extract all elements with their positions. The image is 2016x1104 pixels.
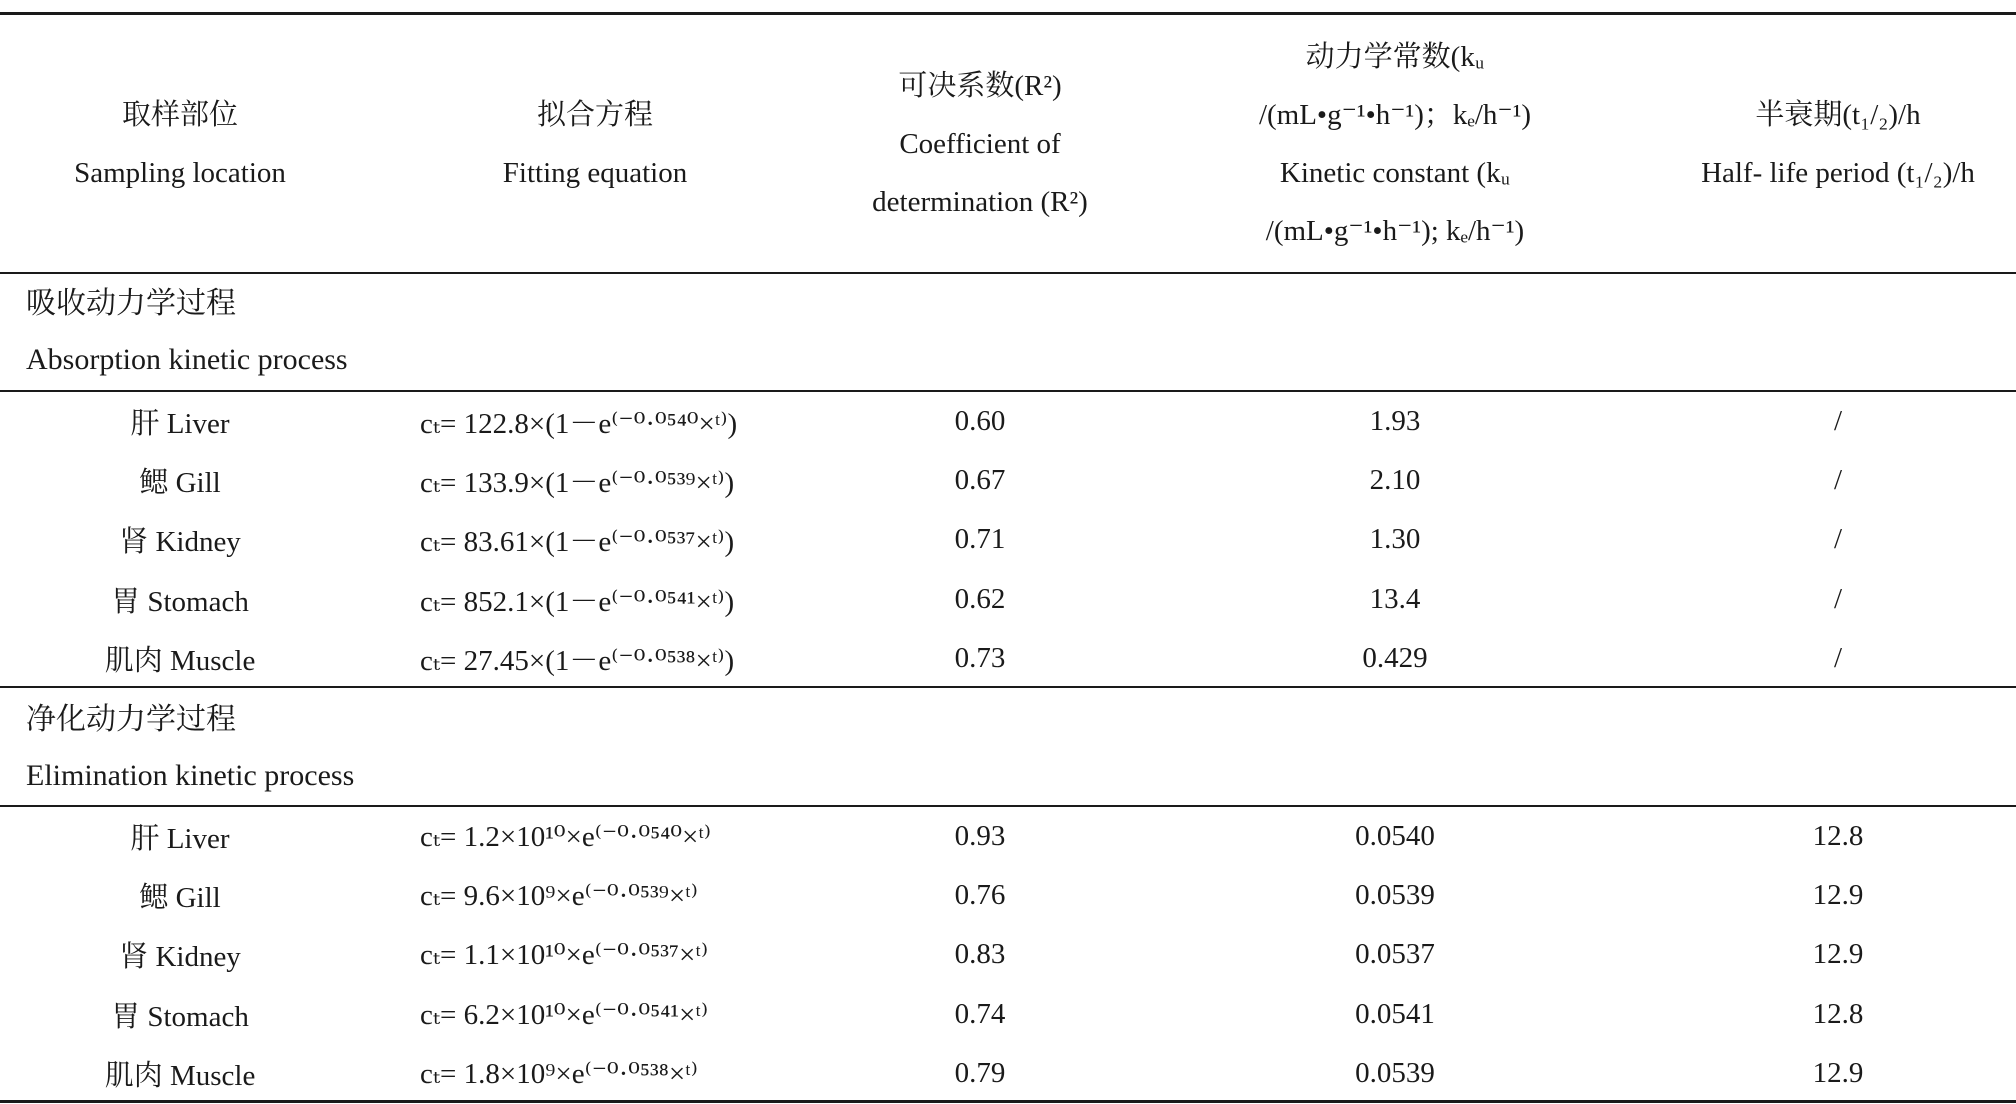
header-text: Half- life period (t₁/₂)/h xyxy=(1701,157,1975,189)
cell-equation: cₜ= 27.45×(1－e⁽⁻⁰·⁰⁵³⁸×ᵗ⁾) xyxy=(420,644,735,677)
header-text: 半衰期(t₁/₂)/h xyxy=(1755,99,1921,131)
cell-location: 肝 Liver xyxy=(130,408,230,440)
cell-location: 肌肉 Muscle xyxy=(104,644,256,677)
header-text: determination (R²) xyxy=(872,186,1088,218)
cell-r2: 0.73 xyxy=(954,641,1006,674)
table-row xyxy=(0,866,2016,925)
cell-location: 鳃 Gill xyxy=(139,467,221,500)
table-row xyxy=(0,1044,2016,1103)
table-row xyxy=(0,629,2016,688)
cell-equation: cₜ= 83.61×(1－e⁽⁻⁰·⁰⁵³⁷×ᵗ⁾) xyxy=(420,526,735,559)
table-row xyxy=(0,985,2016,1044)
cell-location: 肝 Liver xyxy=(130,823,230,855)
cell-equation: cₜ= 6.2×10¹⁰×e⁽⁻⁰·⁰⁵⁴¹×ᵗ⁾ xyxy=(420,998,709,1031)
cell-half-life: / xyxy=(1833,523,1843,556)
table-row xyxy=(0,392,2016,451)
cell-r2: 0.67 xyxy=(954,464,1006,497)
table-row xyxy=(0,510,2016,569)
header-sampling-location xyxy=(0,18,360,270)
header-text: 取样部位 xyxy=(121,99,238,131)
cell-half-life: / xyxy=(1833,464,1843,497)
table-row xyxy=(0,925,2016,984)
cell-r2: 0.62 xyxy=(954,582,1006,615)
cell-half-life: 12.9 xyxy=(1812,1056,1864,1089)
cell-location: 胃 Stomach xyxy=(111,585,249,618)
cell-half-life: 12.8 xyxy=(1812,820,1864,852)
cell-kinetic-constant: 0.429 xyxy=(1362,641,1428,674)
cell-kinetic-constant: 13.4 xyxy=(1369,582,1421,615)
elimination-title-en: Elimination kinetic process xyxy=(26,759,355,792)
cell-kinetic-constant: 0.0541 xyxy=(1355,997,1435,1030)
cell-location: 肌肉 Muscle xyxy=(104,1059,256,1092)
elimination-title-cn: 净化动力学过程 xyxy=(26,703,236,736)
header-text: Kinetic constant (kᵤ xyxy=(1279,157,1511,189)
cell-kinetic-constant: 2.10 xyxy=(1369,464,1421,497)
table-row xyxy=(0,451,2016,510)
absorption-title-en: Absorption kinetic process xyxy=(26,343,348,376)
cell-half-life: / xyxy=(1833,405,1843,437)
cell-half-life: / xyxy=(1833,582,1843,615)
table-top-rule xyxy=(0,12,2016,15)
cell-half-life: 12.9 xyxy=(1812,879,1864,912)
header-text: Fitting equation xyxy=(502,157,688,189)
cell-kinetic-constant: 0.0537 xyxy=(1355,938,1435,971)
cell-equation: cₜ= 852.1×(1－e⁽⁻⁰·⁰⁵⁴¹×ᵗ⁾) xyxy=(420,585,735,618)
cell-r2: 0.93 xyxy=(954,820,1006,852)
header-kinetic-constant xyxy=(1190,18,1600,270)
header-text: /(mL•g⁻¹•h⁻¹); kₑ/h⁻¹) xyxy=(1265,215,1525,247)
cell-kinetic-constant: 0.0540 xyxy=(1355,820,1435,852)
cell-location: 鳃 Gill xyxy=(139,882,221,915)
cell-location: 肾 Kidney xyxy=(119,941,241,974)
cell-equation: cₜ= 9.6×10⁹×e⁽⁻⁰·⁰⁵³⁹×ᵗ⁾ xyxy=(420,880,698,913)
header-text: Sampling location xyxy=(74,157,286,189)
cell-r2: 0.79 xyxy=(954,1056,1006,1089)
cell-kinetic-constant: 0.0539 xyxy=(1355,879,1435,912)
header-half-life xyxy=(1660,18,2016,270)
header-text: 可决系数(R²) xyxy=(898,70,1062,102)
header-text: 拟合方程 xyxy=(536,99,653,131)
cell-kinetic-constant: 1.93 xyxy=(1369,405,1421,437)
cell-half-life: 12.8 xyxy=(1812,997,1864,1030)
cell-equation: cₜ= 1.8×10⁹×e⁽⁻⁰·⁰⁵³⁸×ᵗ⁾ xyxy=(420,1057,698,1090)
cell-half-life: / xyxy=(1833,641,1843,674)
cell-kinetic-constant: 0.0539 xyxy=(1355,1056,1435,1089)
absorption-title-cn: 吸收动力学过程 xyxy=(26,287,236,320)
cell-r2: 0.60 xyxy=(954,405,1006,437)
cell-equation: cₜ= 1.2×10¹⁰×e⁽⁻⁰·⁰⁵⁴⁰×ᵗ⁾ xyxy=(420,821,711,853)
header-text: /(mL•g⁻¹•h⁻¹)；kₑ/h⁻¹) xyxy=(1258,99,1532,131)
header-coefficient xyxy=(840,18,1120,270)
cell-equation: cₜ= 122.8×(1－e⁽⁻⁰·⁰⁵⁴⁰×ᵗ⁾) xyxy=(420,408,738,440)
cell-equation: cₜ= 1.1×10¹⁰×e⁽⁻⁰·⁰⁵³⁷×ᵗ⁾ xyxy=(420,939,709,972)
cell-r2: 0.76 xyxy=(954,879,1006,912)
cell-r2: 0.74 xyxy=(954,997,1006,1030)
cell-equation: cₜ= 133.9×(1－e⁽⁻⁰·⁰⁵³⁹×ᵗ⁾) xyxy=(420,467,735,500)
cell-r2: 0.71 xyxy=(954,523,1006,556)
cell-kinetic-constant: 1.30 xyxy=(1369,523,1421,556)
header-bottom-rule xyxy=(0,272,2016,274)
header-text: 动力学常数(kᵤ xyxy=(1305,41,1485,73)
header-text: Coefficient of xyxy=(899,128,1061,160)
table-row xyxy=(0,807,2016,866)
cell-location: 肾 Kidney xyxy=(119,526,241,559)
header-fitting-equation xyxy=(400,18,790,270)
cell-half-life: 12.9 xyxy=(1812,938,1864,971)
table-row xyxy=(0,570,2016,629)
cell-location: 胃 Stomach xyxy=(111,1000,249,1033)
cell-r2: 0.83 xyxy=(954,938,1006,971)
